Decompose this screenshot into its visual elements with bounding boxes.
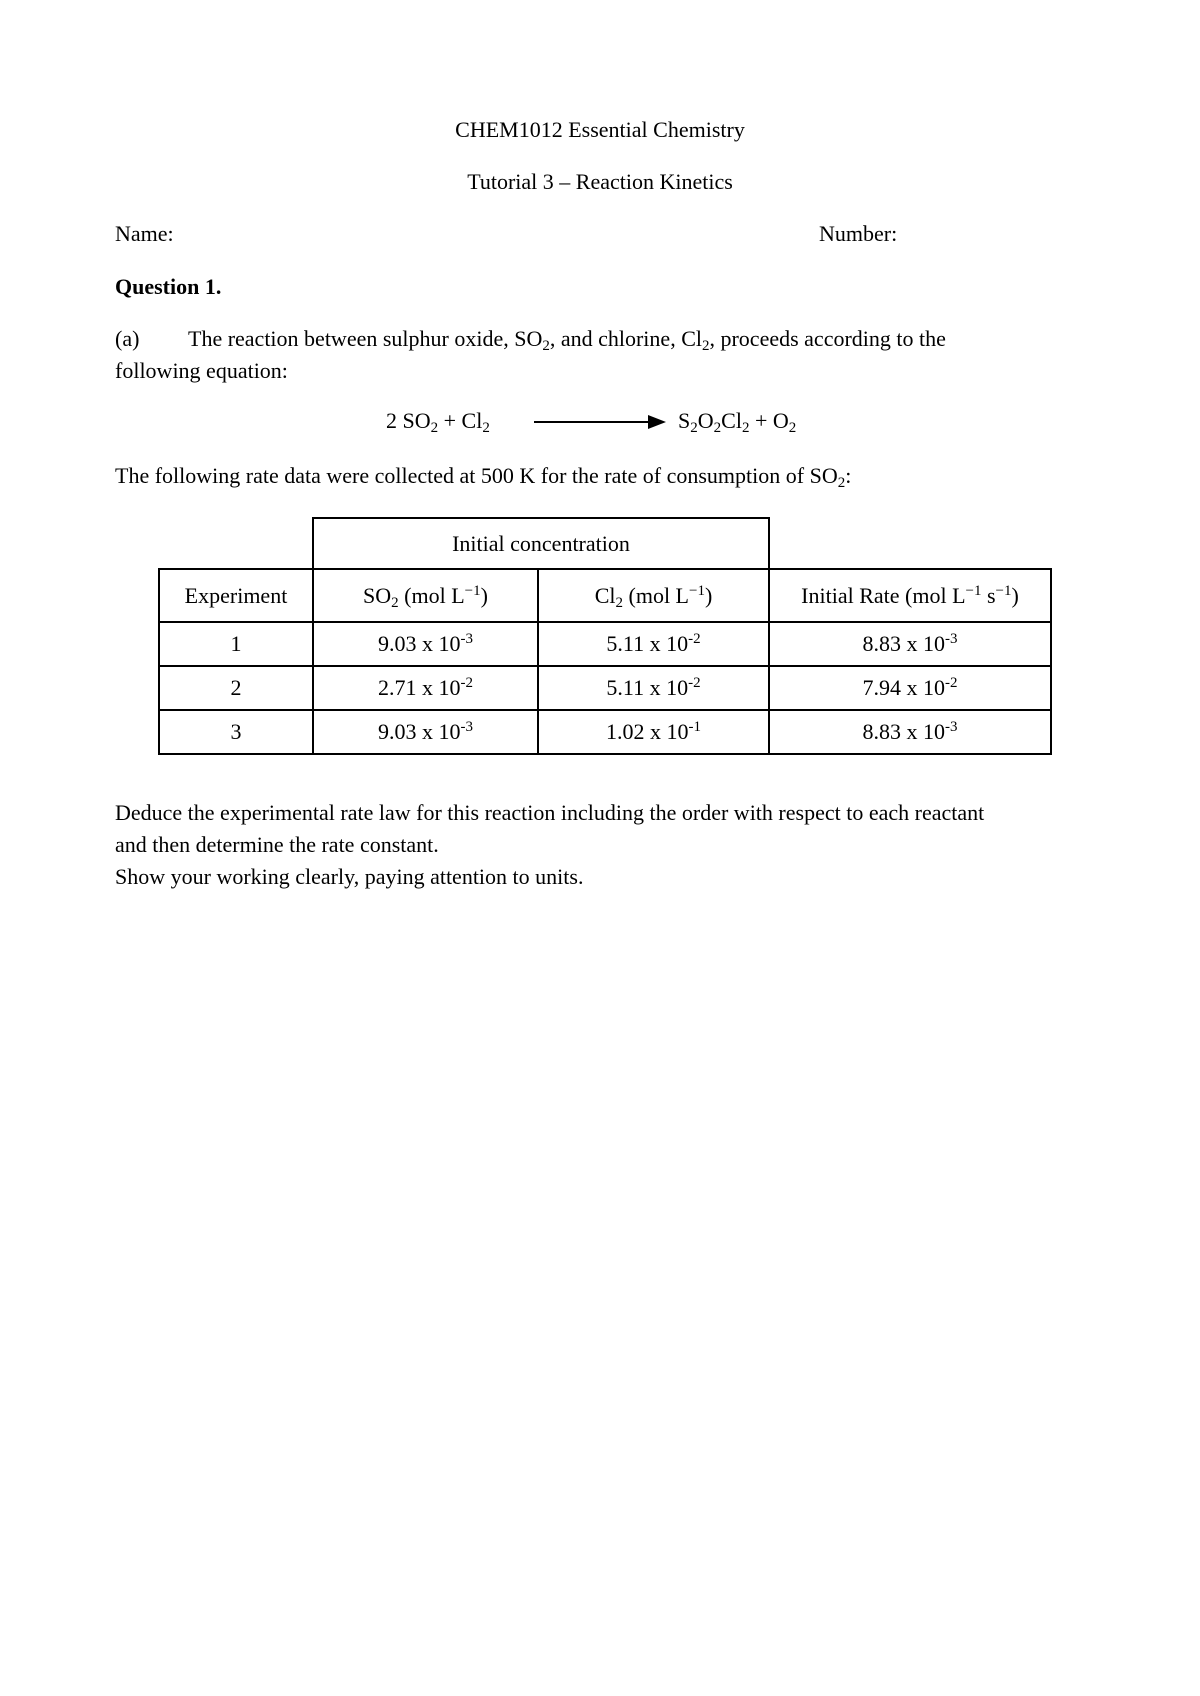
part-a-marker: (a) — [115, 326, 140, 351]
table-row — [159, 710, 1051, 754]
rate-data-intro: The following rate data were collected at 500 K for the rate of consumption of $SO_2$: — [115, 463, 852, 491]
cell-rate: 8.83 x $10^{-3}$ — [769, 710, 1051, 754]
cell-rate: 7.94 x $10^{-2}$ — [769, 666, 1051, 710]
instruction-line-3: Show your working clearly, paying attention to units. — [115, 864, 584, 889]
name-label: Name: — [115, 221, 174, 246]
table-group-header-row — [159, 518, 1051, 569]
part-a-intro-line2: following equation: — [115, 358, 288, 383]
tutorial-title: Tutorial 3 – Reaction Kinetics — [467, 169, 733, 194]
cell-cl2: 1.02 x $10^{-1}$ — [538, 710, 769, 754]
table-row — [159, 622, 1051, 666]
instruction-line-1: Deduce the experimental rate law for this reaction including the order with respect to each reactant — [115, 800, 985, 825]
rate-data-table — [158, 517, 1052, 755]
question-heading: Question 1. — [115, 274, 222, 299]
course-title: CHEM1012 Essential Chemistry — [455, 117, 745, 142]
header-cl2: $Cl_2$ (mol $L^{-1}$) — [538, 569, 769, 622]
cell-rate: 8.83 x $10^{-3}$ — [769, 622, 1051, 666]
equation-products: $S_2O_2Cl_2 + O_2$ — [678, 408, 797, 436]
group-header-initial-concentration: Initial concentration — [313, 518, 769, 569]
cell-so2: 2.71 x $10^{-2}$ — [313, 666, 538, 710]
table-empty-cell — [769, 518, 1051, 569]
number-label: Number: — [819, 221, 898, 246]
table-header-row — [159, 569, 1051, 622]
cell-cl2: 5.11 x $10^{-2}$ — [538, 666, 769, 710]
reaction-equation — [0, 408, 1200, 438]
equation-reactants: 2 $SO_2 + Cl_2$ — [386, 408, 490, 436]
cell-experiment: 2 — [159, 666, 313, 710]
reaction-arrow-icon — [534, 412, 666, 432]
instruction-line-2: and then determine the rate constant. — [115, 832, 439, 857]
header-initial-rate: Initial Rate (mol $L^{-1}$ $s^{-1}$) — [769, 569, 1051, 622]
cell-cl2: 5.11 x $10^{-2}$ — [538, 622, 769, 666]
cell-so2: 9.03 x $10^{-3}$ — [313, 622, 538, 666]
header-so2: $SO_2$ (mol $L^{-1}$) — [313, 569, 538, 622]
cell-so2: 9.03 x $10^{-3}$ — [313, 710, 538, 754]
header-experiment: Experiment — [159, 569, 313, 622]
cell-experiment: 1 — [159, 622, 313, 666]
cell-experiment: 3 — [159, 710, 313, 754]
table-empty-cell — [159, 518, 313, 569]
part-a-intro: The reaction between sulphur oxide, $SO_2$, and chlorine, $Cl_2$, proceeds according to the — [188, 326, 946, 354]
table-row — [159, 666, 1051, 710]
